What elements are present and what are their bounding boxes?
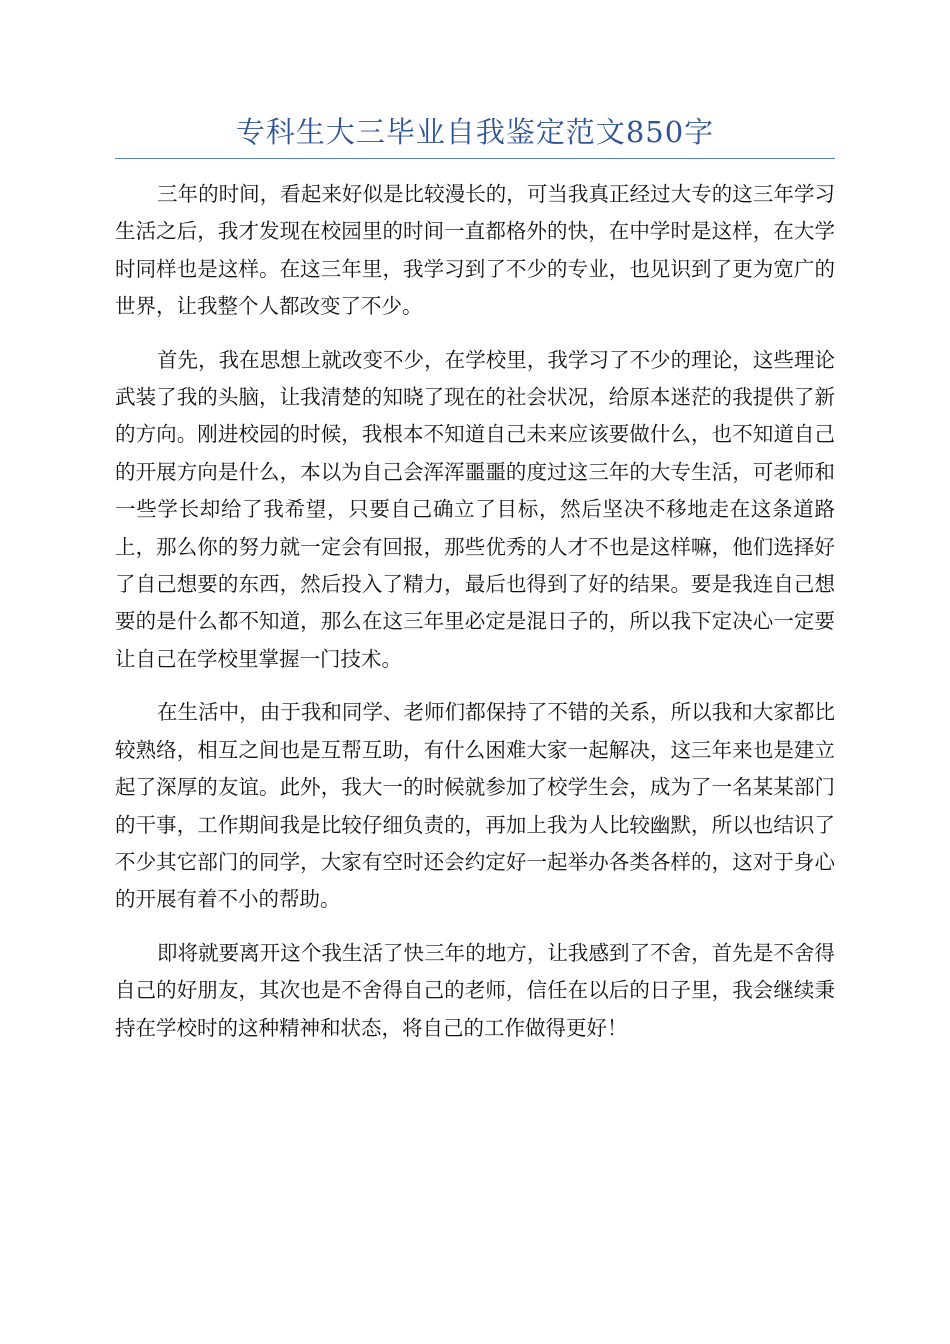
title-block — [115, 112, 835, 159]
title-underline-rule — [115, 158, 835, 159]
paragraph-1: 三年的时间，看起来好似是比较漫长的，可当我真正经过大专的这三年学习生活之后，我才发现在校园里的时间一直都格外的快，在中学时是这样，在大学时同样也是这样。在这三年里，我学习到了不少的专业，也见识到了更为宽广的世界，让我整个人都改变了不少。 — [115, 182, 835, 319]
document-title: 专科生大三毕业自我鉴定范文850字 — [235, 115, 715, 149]
paragraph-4: 即将就要离开这个我生活了快三年的地方，让我感到了不舍，首先是不舍得自己的好朋友，其次也是不舍得自己的老师，信任在以后的日子里，我会继续秉持在学校时的这种精神和状态，将自己的工作做得更好！ — [115, 940, 835, 1040]
paragraph-3: 在生活中，由于我和同学、老师们都保持了不错的关系，所以我和大家都比较熟络，相互之间也是互帮互助，有什么困难大家一起解决，这三年来也是建立起了深厚的友谊。此外，我大一的时候就参加了校学生会，成为了一名某某部门的干事，工作期间我是比较仔细负责的，再加上我为人比较幽默，所以也结识了不少其它部门的同学，大家有空时还会约定好一起举办各类各样的，这对于身心的开展有着不小的帮助。 — [115, 700, 835, 912]
document-body — [115, 176, 835, 1063]
paragraph-2: 首先，我在思想上就改变不少，在学校里，我学习了不少的理论，这些理论武装了我的头脑，让我清楚的知晓了现在的社会状况，给原本迷茫的我提供了新的方向。刚进校园的时候，我根本不知道自己未来应该要做什么，也不知道自己的开展方向是什么，本以为自己会浑浑噩噩的度过这三年的大专生活，可老师和一些学长却给了我希望，只要自己确立了目标，然后坚决不移地走在这条道路上，那么你的努力就一定会有回报，那些优秀的人才不也是这样嘛，他们选择好了自己想要的东西，然后投入了精力，最后也得到了好的结果。要是我连自己想要的是什么都不知道，那么在这三年里必定是混日子的，所以我下定决心一定要让自己在学校里掌握一门技术。 — [115, 347, 835, 671]
